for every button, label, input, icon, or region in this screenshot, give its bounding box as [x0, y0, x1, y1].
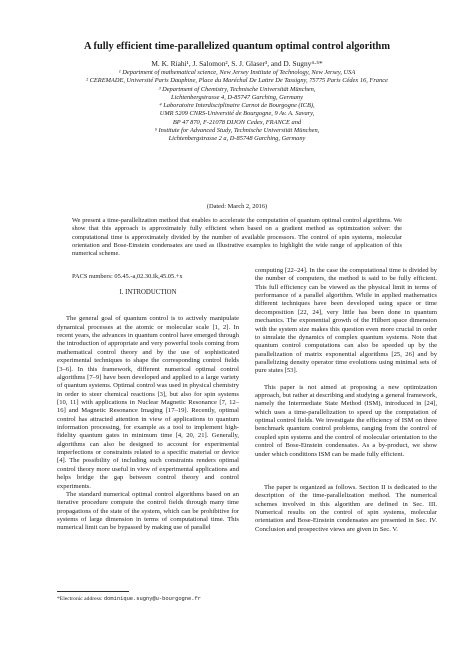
abstract: We present a time-parallelization method that enables to accelerate the computation of quantum optimal control algorithms. We show that this approach is approximately fully efficient when based on a gradient method as optimization solver: the computational time is approximately divided by the number of available processors. The control of spin systems, molecular orientation and Bose-Einstein condensates are used as illustrative examples to highlight the wide range of application of this numerical scheme.: [72, 217, 402, 258]
dated-line: (Dated: March 2, 2016): [206, 203, 268, 210]
affiliation-line: UMR 5209 CNRS-Université de Bourgogne, 9 Av. A. Savary,: [159, 110, 315, 118]
paragraph: This paper is not aimed at proposing a new optimization approach, but rather at describing and studying a general framework, namely the Intermediate State Method (ISM), introduced in [24], which uses a time-parallelization to speed up the computation of optimal control fields. We investigate the efficiency of ISM on three benchmark quantum control problems, ranging from the control of coupled spin systems and the control of molecular orientation to the control of Bose-Einstein condensates. As a by-product, we show under which conditions ISM can be made fully efficient.: [255, 383, 437, 458]
affiliation-line: Lichtenbergstrasse 4, D-85747 Garching, Germany: [171, 93, 303, 101]
author-list: M. K. Riahi¹, J. Salomon², S. J. Glaser³, and D. Sugny⁴·⁵*: [151, 59, 323, 68]
affiliation-line: ⁵ Institute for Advanced Study, Technische Universität München,: [154, 127, 320, 135]
paragraph: The standard numerical optimal control algorithms based on an iterative procedure compute the control fields through many time propagations of the state of the system, which can be prohibitive for systems of large dimension in terms of computational time. This numerical limit can be bypassed by making use of parallel: [57, 490, 239, 532]
affiliation-line: ² CEREMADE, Université Paris Dauphine, Place du Maréchal De Lattre De Tassigny, 75775 Paris Cédex 16, France: [86, 77, 388, 85]
pacs-numbers: PACS numbers: 05.45.-a,02.30.Ik,45.05.+x: [72, 273, 183, 280]
left-column: [57, 273, 239, 533]
email-link[interactable]: dominique.sugny@u-bourgogne.fr: [103, 596, 201, 602]
paragraph: computing [22–24]. In the case the computational time is divided by the number of computers, the method is said to be fully efficient. This full efficiency can be viewed as the physical limit in terms of performance of a parallel algorithm. While in applied mathematics different techniques have been developed using space or time decomposition [22, 24], very little has been done in quantum mechanics. The exponential growth of the Hilbert space dimension with the system size makes this question even more crucial in order to simulate the dynamics of complex quantum systems. Note that quantum control computations can also be speeded up by the parallelization of matrix exponential algorithms [25, 26] and by parallelizing density operator time evolutions using minimal sets of pure states [53].: [255, 267, 437, 375]
paragraph: The paper is organized as follows. Section II is dedicated to the description of the time-parallelization method. The numerical schemes involved in this algorithm are defined in Sec. III. Numerical results on the control of spin systems, molecular orientation and Bose-Einstein condensates are presented in Sec. IV. Conclusion and prospective views are given in Sec. V.: [255, 483, 437, 533]
footnote-rule: [57, 591, 129, 592]
affiliation-line: Lichtenbergstrasse 2 a, D-85748 Garching, Germany: [168, 135, 306, 143]
affiliations: [60, 69, 414, 144]
paragraph: The general goal of quantum control is to actively manipulate dynamical processes at the atomic or molecular scale [1, 2]. In recent years, the advances in quantum control have emerged through the introduction of appropriate and very powerful tools coming from mathematical control theory and by the use of sophisticated experimental techniques to shape the corresponding control fields [3–6]. In this framework, different numerical optimal control algorithms [7–9] have been developed and applied to a large variety of quantum systems. Optimal control was used in physical chemistry in order to steer chemical reactions [3], but also for spin systems [10, 11] with applications in Nuclear Magnetic Resonance [7, 12–16] and Magnetic Resonance Imaging [17–19]. Recently, optimal control has attracted attention in view of applications to quantum information processing, for example as a tool to implement high-fidelity quantum gates in minimum time [4, 20, 21]. Generally, algorithms can also be designed to account for experimental imperfections or constraints related to a specific material or device [4]. The possibility of including such constraints renders optimal control theory more useful in view of experimental applications and helps bridge the gap between control theory and control experiments.: [57, 315, 239, 490]
affiliation-line: ¹ Department of mathematical science, New Jersey Institute of Technology, New Jersey, USA: [118, 69, 356, 76]
affiliation-line: BP 47 870, F-21078 DIJON Cedex, FRANCE and: [172, 118, 302, 126]
affiliation-line: ⁴ Laboratoire Interdisciplinaire Carnot de Bourgogne (ICB),: [159, 102, 315, 110]
footnote-label: *Electronic address:: [57, 596, 104, 602]
footnote: [57, 596, 201, 602]
affiliation-line: ³ Department of Chemistry, Technische Universität München,: [158, 85, 316, 93]
section-heading: I. INTRODUCTION: [119, 289, 177, 296]
right-column: [255, 267, 437, 534]
paper-title: A fully efficient time-parallelized quantum optimal control algorithm: [83, 41, 390, 52]
